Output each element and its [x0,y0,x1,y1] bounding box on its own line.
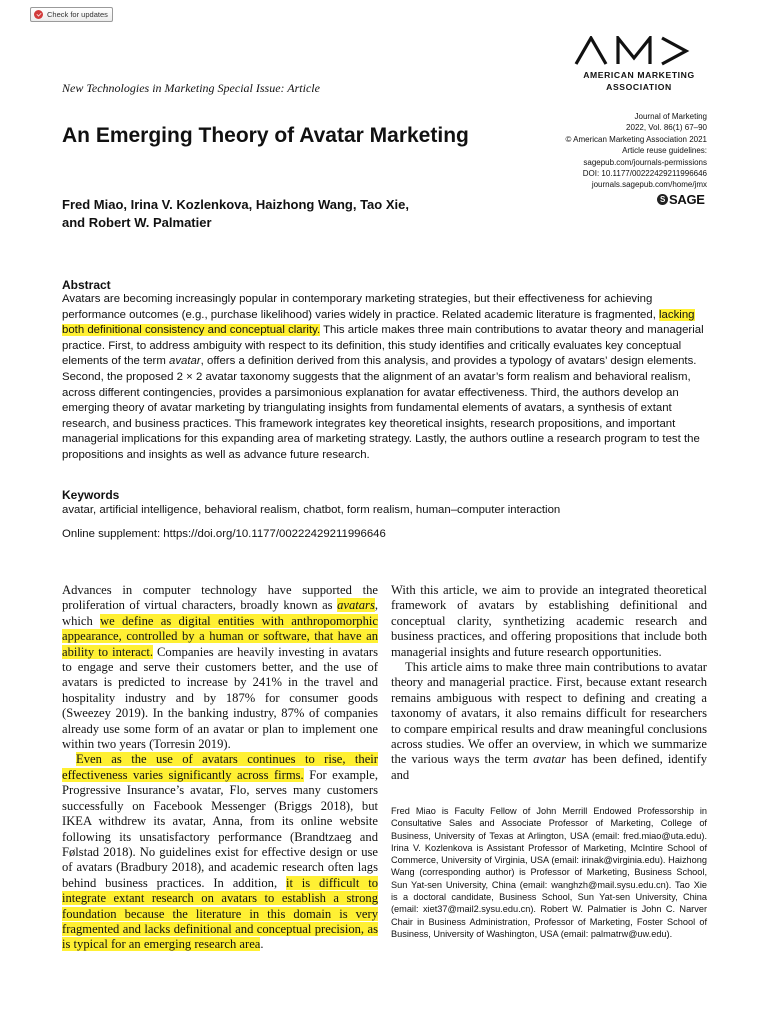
body-text: Advances in computer technology have supported the proliferation of virtual characters, broadly known as [62,583,378,613]
abstract-emphasis: avatar [169,355,201,368]
emphasis: avatars [337,598,375,613]
author-list [62,196,542,232]
keywords-list: avatar, artificial intelligence, behavioral realism, chatbot, form realism, human–computer interaction [62,504,561,516]
check-for-updates-button[interactable] [30,7,113,22]
check-for-updates-label: Check for updates [47,10,108,19]
abstract-text-1: Avatars are becoming increasingly popular in contemporary marketing strategies, but their effectiveness for achieving performance outcomes (e.g., purchase likelihood) varies widely in practice. Related academic literature is fragmented, [62,293,660,321]
abstract-heading: Abstract [62,278,111,292]
body-paragraph [62,583,378,752]
author-affiliations: Fred Miao is Faculty Fellow of John Merrill Endowed Professorship in Consultative Sales and Associate Professor of Marketing, College of Business, University of Texas at Arlington, USA (email: fred.miao@uta.edu). Irina V. Kozlenkova is Assistant Professor of Marketing, McIntire School of Commerce, University of Virginia, USA (email: irinak@virginia.edu). Haizhong Wang (corresponding author) is Professor of Marketing, Business School, Sun Yat-sen University, China (email: wanghzh@mail.sysu.edu.cn). Tao Xie is a doctoral candidate, Business School, Sun Yat-sen University, China (email: xiet37@mail2.sysu.edu.cn). Robert W. Palmatier is John C. Narver Chair in Business Administration, Professor of Marketing, Foster School of Business, University of Washington, USA (email: palmatrw@uw.edu). [391,806,707,939]
ama-wordmark-line1: AMERICAN MARKETING [583,70,695,80]
highlight [337,598,375,612]
body-paragraph [62,752,378,952]
highlight: it is difficult to integrate extant research on avatars to establish a strong foundation because the literature in this domain is very fragmented and lacks definitional and conceptual precision, as is typical for an emerging research area [62,875,378,952]
journal-name: Journal of Marketing [634,112,707,121]
authors-line-1: Fred Miao, Irina V. Kozlenkova, Haizhong Wang, Tao Xie, [62,197,409,212]
journal-reuse-label: Article reuse guidelines: [622,146,707,156]
highlight: we define as digital entities with anthropomorphic appearance, controlled by a human or software, that have an ability to interact. [62,613,378,659]
journal-volume: 2022, Vol. 86(1) 67–90 [626,123,707,133]
abstract-body [62,292,708,464]
sage-icon: S [657,194,668,205]
ama-wordmark-line2: ASSOCIATION [606,82,672,92]
ama-wordmark [565,69,713,93]
ama-logo [574,36,694,66]
abstract-text-2: This article makes three main contributions to avatar theory and managerial practice. First, to address ambiguity with respect to its definition, this study identifies and critically evaluates key conceptual elements of the term [62,324,704,368]
journal-info [565,111,707,191]
body-column-left [62,583,378,953]
section-label: New Technologies in Marketing Special Issue: Article [62,81,320,95]
body-text: This article aims to make three main contributions to avatar theory and managerial practice. First, because extant research remains ambiguous with respect to defining and creating a taxonomy of avatars, it also remains difficult for researchers to compare empirical results and draw meaningful conclusions across studies. We offer an overview, in which we summarize the various ways the term [391,660,707,767]
body-paragraph: With this article, we aim to provide an integrated theoretical framework of avatars by establishing definitional and conceptual clarity, synthetizing academic research and business practices, and offering propositions that include both managerial insights and future research opportunities. [391,583,707,659]
keywords-heading: Keywords [62,488,120,502]
body-text: For example, Progressive Insurance’s avatar, Flo, serves many customers successfully on Facebook Messenger (Briggs 2018), but IKEA withdrew its avatar, Anna, from its online website following its unsatisfactory performance (Brandtzaeg and Følstad 2018). No guidelines exist for effective design or use of avatars (Bradbury 2018), and academic research often lags behind business practices. In addition, [62,767,378,890]
body-text: has been defined, identify and [391,752,707,782]
body-paragraph [391,660,707,783]
body-column-right [391,583,707,783]
body-text: Companies are heavily investing in avatars to engage and serve their customers better, and the use of avatars is predicted to increase by 241% in the travel and hospitality industry and by 187% for consumer goods (Sweezey 2019). In the banking industry, 87% of companies already use some form of an avatar or plan to implement one within two years (Torresin 2019). [62,644,378,752]
abstract-text-3: , offers a definition derived from this analysis, and provides a typology of avatars’ design elements. Second, the proposed 2 × 2 avatar taxonomy suggests that the alignment of an avatar’s form realism and behavioral realism, across different contingencies, provides a parsimonious explanation for avatar effectiveness. Third, the authors develop an emerging theory of avatar marketing by triangulating insights from fundamental elements of avatars, a synthesis of extant research, and business practices. This framework integrates key theoretical insights, research propositions, and important managerial implications for this expanding area of marketing strategy. Lastly, the authors outline a research program to test the propositions and insights as well as advance future research. [62,355,700,461]
article-title: An Emerging Theory of Avatar Marketing [62,124,469,147]
online-supplement-link[interactable]: Online supplement: https://doi.org/10.1177/00222429211996646 [62,528,386,540]
body-text: . [260,937,264,952]
authors-line-2: and Robert W. Palmatier [62,215,212,230]
sage-label: SAGE [669,192,705,207]
journal-doi[interactable]: DOI: 10.1177/00222429211996646 [582,169,707,179]
check-updates-icon [34,10,43,19]
journal-copyright: © American Marketing Association 2021 [565,134,707,144]
highlight: Even as the use of avatars continues to rise, their effectiveness varies significantly across firms. [62,752,378,782]
journal-permissions-link[interactable]: sagepub.com/journals-permissions [583,157,707,167]
sage-logo [657,192,705,207]
journal-home-link[interactable]: journals.sagepub.com/home/jmx [591,180,707,190]
emphasis: avatar [533,752,567,767]
abstract-highlight: lacking both definitional consistency and conceptual clarity. [62,308,695,337]
body-text: , which [62,598,378,628]
